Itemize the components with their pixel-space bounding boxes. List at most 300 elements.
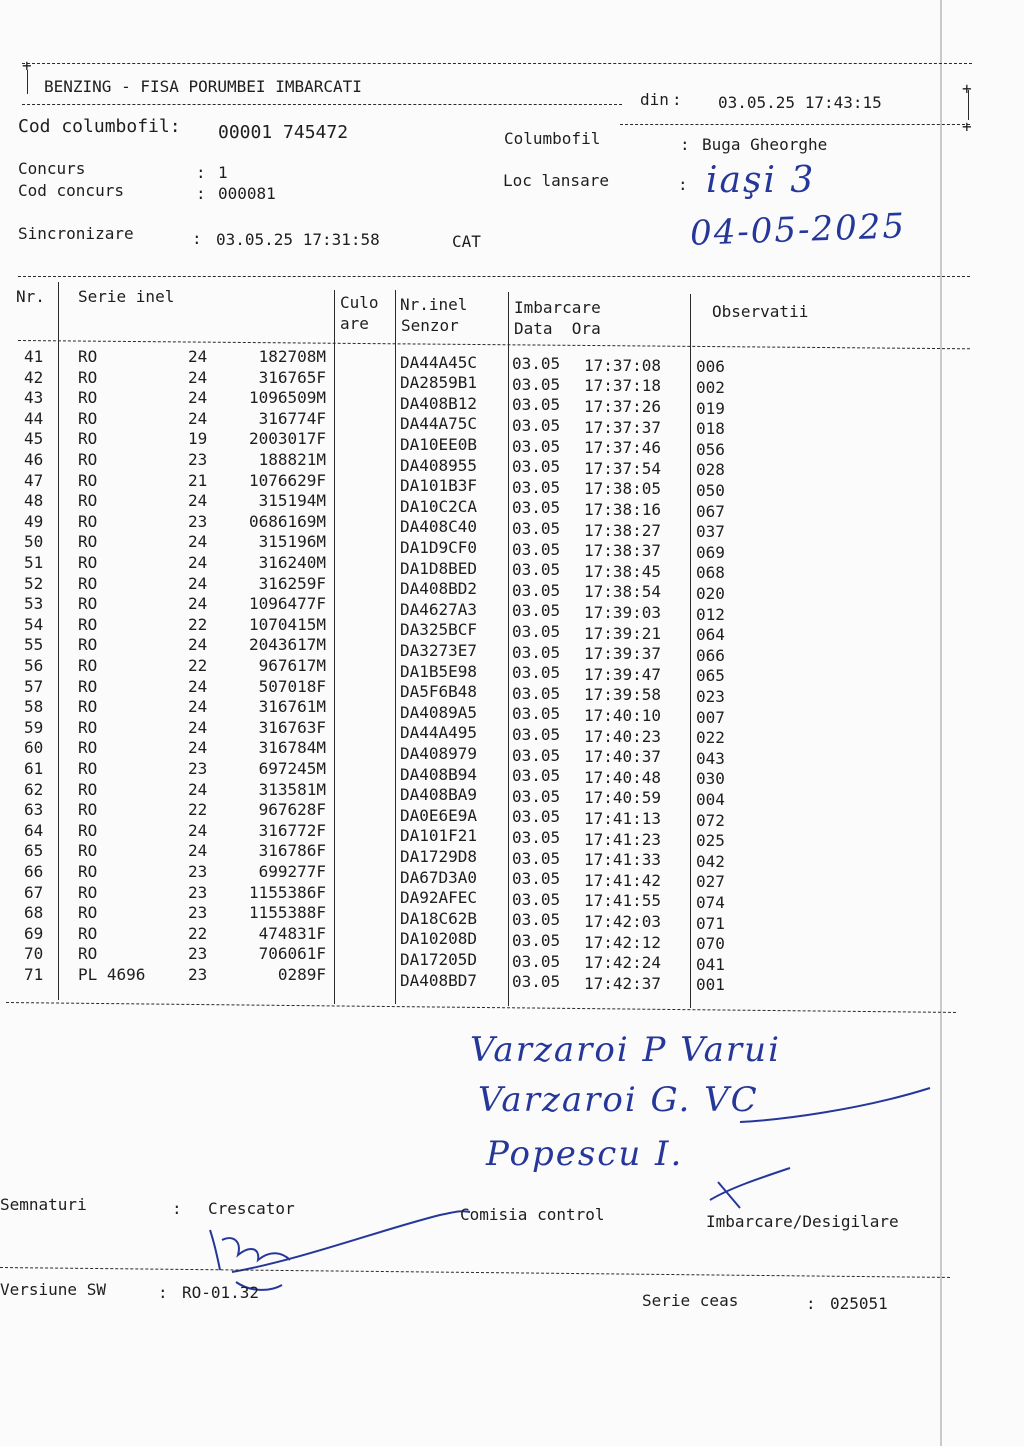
- header-top-rule: [22, 63, 972, 64]
- cell-an: 23: [188, 965, 208, 984]
- cell-obs: 072: [696, 810, 725, 830]
- handwritten-name: Popescu I.: [486, 1134, 684, 1174]
- cell-data: 03.05: [512, 704, 561, 724]
- sincronizare-label: Sincronizare: [18, 224, 134, 243]
- col-header-serie: Serie inel: [78, 287, 175, 306]
- cell-data: 03.05: [512, 642, 561, 662]
- cell-nr: 48: [24, 491, 44, 511]
- cell-nr: 54: [24, 614, 44, 634]
- cell-inel: 474831F: [258, 923, 326, 943]
- cell-inel: 316259F: [258, 573, 326, 593]
- cell-data: 03.05: [512, 663, 561, 683]
- cell-obs: 070: [696, 934, 725, 954]
- cell-tara: RO: [78, 676, 98, 696]
- cell-obs: 050: [696, 481, 725, 500]
- cell-senzor: DA4627A3: [400, 599, 478, 619]
- cell-tara: RO: [78, 800, 98, 820]
- cell-tara: RO: [78, 491, 98, 511]
- cell-tara: RO: [78, 738, 98, 758]
- col-header-data-ora: Data Ora: [514, 319, 601, 338]
- cell-nr: 66: [24, 862, 44, 881]
- columbofil-label: Columbofil: [504, 129, 601, 148]
- cell-data: 03.05: [512, 354, 561, 374]
- cell-tara: RO: [78, 614, 98, 634]
- col-header-imbarcare: Imbarcare: [514, 298, 601, 317]
- cell-inel: 507018F: [258, 676, 326, 696]
- cell-inel: 2003017F: [248, 429, 326, 449]
- cell-inel: 316772F: [258, 820, 326, 840]
- cell-nr: 49: [24, 511, 44, 531]
- cell-ora: 17:37:46: [584, 438, 662, 458]
- cell-data: 03.05: [512, 951, 561, 971]
- cell-data: 03.05: [512, 828, 561, 847]
- cell-ora: 17:37:18: [584, 376, 662, 396]
- cell-an: 23: [188, 944, 208, 964]
- cell-obs: 042: [696, 851, 725, 871]
- cell-inel: 967628F: [258, 800, 326, 820]
- cod-columbofil-value: 00001 745472: [218, 122, 349, 143]
- cell-nr: 68: [24, 903, 44, 923]
- cell-ora: 17:38:05: [584, 479, 662, 499]
- cell-obs: 006: [696, 357, 725, 377]
- sincronizare-value: 03.05.25 17:31:58: [216, 230, 380, 249]
- cell-data: 03.05: [512, 745, 561, 765]
- cell-tara: RO: [78, 944, 98, 964]
- header-rule: [22, 104, 622, 105]
- col-divider: [508, 292, 509, 1006]
- cell-tara: RO: [78, 347, 98, 366]
- cell-nr: 60: [24, 738, 44, 758]
- cell-an: 24: [188, 717, 208, 737]
- cell-senzor: DA92AFEC: [400, 888, 478, 908]
- cell-obs: 065: [696, 666, 725, 686]
- concurs-label: Concurs: [18, 159, 86, 178]
- cell-an: 24: [188, 573, 208, 593]
- cell-ora: 17:39:58: [584, 685, 662, 705]
- cell-inel: 313581M: [258, 779, 326, 799]
- cell-an: 24: [188, 532, 208, 552]
- cell-inel: 182708M: [258, 347, 326, 366]
- cell-obs: 064: [696, 625, 725, 645]
- cell-data: 03.05: [512, 416, 561, 435]
- cell-an: 24: [188, 553, 208, 572]
- cell-data: 03.05: [512, 972, 561, 992]
- cell-obs: 001: [696, 975, 725, 995]
- cell-an: 24: [188, 820, 208, 840]
- cell-inel: 697245M: [258, 759, 326, 778]
- cell-senzor: DA408955: [400, 455, 478, 475]
- loc-lansare-label: Loc lansare: [503, 171, 609, 190]
- cell-nr: 70: [24, 944, 44, 964]
- cell-ora: 17:40:37: [584, 747, 662, 767]
- cell-tara: RO: [78, 717, 98, 737]
- cell-ora: 17:37:26: [584, 397, 662, 416]
- cell-ora: 17:37:08: [584, 355, 662, 375]
- cell-nr: 46: [24, 450, 44, 469]
- cell-data: 03.05: [512, 807, 561, 827]
- cod-concurs-value: 000081: [218, 184, 276, 203]
- cell-obs: 069: [696, 542, 725, 562]
- cell-nr: 51: [24, 553, 44, 572]
- cell-tara: RO: [78, 511, 98, 531]
- cell-tara: PL 4696: [78, 965, 146, 984]
- col-divider: [395, 290, 396, 1004]
- cell-inel: 1070415M: [248, 614, 326, 634]
- cell-ora: 17:38:37: [584, 541, 662, 561]
- cell-ora: 17:39:37: [584, 644, 662, 664]
- cell-senzor: DA101F21: [400, 826, 478, 846]
- cell-tara: RO: [78, 820, 98, 840]
- cell-nr: 45: [24, 429, 44, 449]
- cell-an: 22: [188, 614, 208, 634]
- cell-tara: RO: [78, 635, 98, 655]
- cell-nr: 52: [24, 573, 44, 593]
- cell-an: 24: [188, 491, 208, 511]
- cell-data: 03.05: [512, 436, 561, 456]
- cell-nr: 64: [24, 820, 44, 840]
- handwritten-location: iaşi 3: [706, 160, 816, 201]
- cell-nr: 62: [24, 779, 44, 799]
- cell-senzor: DA408B12: [400, 393, 478, 413]
- cell-inel: 316761M: [258, 697, 326, 717]
- cell-senzor: DA408BD7: [400, 970, 478, 990]
- cell-senzor: DA17205D: [400, 950, 478, 969]
- cell-obs: 068: [696, 563, 725, 583]
- col-header-culoare: Culo: [340, 293, 379, 312]
- handwritten-date: 04-05-2025: [689, 206, 907, 254]
- cell-inel: 1076629F: [248, 470, 326, 490]
- col-header-nrinel: Nr.inel: [400, 295, 468, 314]
- cell-obs: 007: [696, 707, 725, 727]
- cell-senzor: DA1B5E98: [400, 661, 478, 681]
- cell-ora: 17:38:16: [584, 500, 662, 519]
- cell-senzor: DA10208D: [400, 929, 478, 949]
- cell-ora: 17:39:21: [584, 623, 662, 643]
- cell-senzor: DA2859B1: [400, 373, 478, 393]
- cell-senzor: DA408BD2: [400, 579, 478, 599]
- cell-inel: 967617M: [258, 656, 326, 675]
- cell-inel: 316765F: [258, 367, 326, 387]
- cell-obs: 025: [696, 831, 725, 851]
- cell-inel: 316784M: [258, 738, 326, 758]
- cell-ora: 17:39:03: [584, 603, 662, 622]
- cell-inel: 0686169M: [248, 511, 326, 531]
- cell-ora: 17:38:54: [584, 582, 662, 602]
- cod-concurs-label: Cod concurs: [18, 181, 124, 200]
- cell-tara: RO: [78, 923, 98, 943]
- cell-inel: 316240M: [258, 553, 326, 572]
- cell-ora: 17:40:59: [584, 788, 662, 808]
- cell-nr: 43: [24, 388, 44, 408]
- cell-data: 03.05: [512, 910, 561, 930]
- cell-data: 03.05: [512, 395, 561, 415]
- col-divider: [690, 294, 691, 1008]
- header-date-label: din: [640, 90, 669, 109]
- col-header-senzor: Senzor: [401, 316, 459, 335]
- cell-an: 24: [188, 367, 208, 387]
- cell-data: 03.05: [512, 683, 561, 703]
- cell-nr: 41: [24, 347, 44, 366]
- concurs-value: 1: [218, 163, 228, 182]
- cell-an: 23: [188, 903, 208, 923]
- cell-inel: 1155388F: [248, 903, 326, 923]
- signature-stroke: [210, 1230, 290, 1270]
- cell-obs: 041: [696, 954, 725, 974]
- cell-data: 03.05: [512, 601, 561, 621]
- cell-data: 03.05: [512, 786, 561, 806]
- cell-data: 03.05: [512, 477, 561, 497]
- cell-tara: RO: [78, 779, 98, 799]
- cell-data: 03.05: [512, 931, 561, 950]
- cell-inel: 699277F: [258, 862, 326, 881]
- cell-data: 03.05: [512, 889, 561, 909]
- handwritten-name: Varzaroi P Varui: [470, 1030, 781, 1070]
- crescator-label: Crescator: [208, 1199, 295, 1218]
- cell-ora: 17:40:48: [584, 767, 662, 787]
- cell-tara: RO: [78, 450, 98, 469]
- header-date-value: 03.05.25 17:43:15: [718, 93, 882, 112]
- cell-inel: 1096509M: [248, 388, 326, 408]
- cell-tara: RO: [78, 429, 98, 449]
- signature-strokes: [0, 1070, 960, 1310]
- serie-ceas-label: Serie ceas: [642, 1291, 739, 1310]
- cell-tara: RO: [78, 470, 98, 490]
- cell-ora: 17:42:24: [584, 953, 662, 973]
- header-right-border: [968, 90, 969, 120]
- cell-an: 23: [188, 882, 208, 902]
- cell-obs: 020: [696, 584, 725, 603]
- cell-inel: 706061F: [258, 944, 326, 964]
- cell-senzor: DA1D8BED: [400, 558, 478, 578]
- cell-an: 23: [188, 511, 208, 531]
- semnaturi-label: Semnaturi: [0, 1195, 87, 1214]
- signature-stroke: [710, 1168, 790, 1208]
- cell-nr: 55: [24, 635, 44, 655]
- cell-inel: 2043617M: [248, 635, 326, 655]
- header-left-border: [27, 70, 28, 94]
- cell-tara: RO: [78, 759, 98, 778]
- cell-nr: 61: [24, 759, 44, 778]
- col-divider: [334, 290, 335, 1004]
- col-header-nr: Nr.: [16, 287, 45, 306]
- cell-obs: 043: [696, 748, 725, 768]
- cell-obs: 074: [696, 893, 725, 912]
- cell-nr: 50: [24, 532, 44, 552]
- cell-obs: 018: [696, 419, 725, 439]
- signature-stroke: [740, 1088, 930, 1122]
- cell-tara: RO: [78, 553, 98, 572]
- cell-an: 24: [188, 347, 208, 366]
- cell-nr: 53: [24, 594, 44, 614]
- cell-nr: 63: [24, 800, 44, 820]
- cell-senzor: DA5F6B48: [400, 682, 478, 702]
- cell-nr: 65: [24, 841, 44, 861]
- cell-tara: RO: [78, 882, 98, 902]
- cell-obs: 056: [696, 439, 725, 459]
- cell-tara: RO: [78, 594, 98, 614]
- cell-ora: 17:41:42: [584, 870, 662, 890]
- cell-senzor: DA1D9CF0: [400, 538, 478, 557]
- cell-tara: RO: [78, 656, 98, 675]
- cell-obs: 037: [696, 522, 725, 542]
- cell-ora: 17:41:23: [584, 829, 662, 849]
- cell-senzor: DA67D3A0: [400, 867, 478, 887]
- col-divider: [58, 282, 59, 1000]
- cell-ora: 17:40:10: [584, 706, 662, 725]
- signature-stroke: [232, 1211, 470, 1272]
- cell-obs: 023: [696, 687, 725, 706]
- cell-an: 22: [188, 800, 208, 820]
- table-top-rule: [18, 276, 970, 277]
- header-rule: [620, 124, 970, 125]
- cell-senzor: DA10C2CA: [400, 496, 478, 516]
- cell-nr: 57: [24, 676, 44, 696]
- cell-inel: 315194M: [258, 491, 326, 511]
- cell-senzor: DA0E6E9A: [400, 805, 478, 825]
- cell-senzor: DA408B94: [400, 764, 478, 784]
- corner-plus: +: [22, 56, 32, 75]
- cell-obs: 022: [696, 728, 725, 748]
- serie-ceas-value: 025051: [830, 1294, 888, 1313]
- cell-data: 03.05: [512, 519, 561, 538]
- cell-inel: 316763F: [258, 717, 326, 737]
- cell-obs: 002: [696, 378, 725, 397]
- cell-ora: 17:38:27: [584, 520, 662, 540]
- cell-senzor: DA18C62B: [400, 908, 478, 928]
- cell-ora: 17:41:13: [584, 809, 662, 828]
- cell-senzor: DA10EE0B: [400, 435, 478, 454]
- cell-data: 03.05: [512, 560, 561, 580]
- cell-nr: 44: [24, 408, 44, 428]
- cell-an: 24: [188, 594, 208, 614]
- cell-data: 03.05: [512, 539, 561, 559]
- cell-obs: 012: [696, 604, 725, 624]
- cell-ora: 17:41:55: [584, 891, 662, 911]
- cell-ora: 17:42:12: [584, 932, 662, 952]
- cell-inel: 315196M: [258, 532, 326, 552]
- handwritten-name: Varzaroi G. VC: [478, 1080, 759, 1120]
- cell-an: 24: [188, 697, 208, 717]
- cell-an: 23: [188, 759, 208, 778]
- cell-nr: 71: [24, 965, 44, 984]
- cell-senzor: DA101B3F: [400, 476, 478, 496]
- cell-tara: RO: [78, 573, 98, 593]
- cell-data: 03.05: [512, 374, 561, 394]
- corner-plus: +: [962, 117, 972, 136]
- cell-tara: RO: [78, 388, 98, 408]
- cell-inel: 316774F: [258, 408, 326, 428]
- corner-plus: +: [962, 79, 972, 98]
- sincronizare-zone: CAT: [452, 232, 481, 251]
- cell-an: 23: [188, 862, 208, 881]
- cell-ora: 17:38:45: [584, 561, 662, 581]
- cell-data: 03.05: [512, 498, 561, 518]
- cell-data: 03.05: [512, 848, 561, 868]
- cod-columbofil-label: Cod columbofil:: [18, 116, 181, 137]
- cell-an: 19: [188, 429, 208, 449]
- cell-tara: RO: [78, 841, 98, 861]
- cell-tara: RO: [78, 697, 98, 717]
- cell-an: 22: [188, 923, 208, 943]
- cell-nr: 47: [24, 470, 44, 490]
- cell-senzor: DA3273E7: [400, 641, 478, 660]
- cell-data: 03.05: [512, 457, 561, 477]
- cell-an: 24: [188, 635, 208, 655]
- cell-data: 03.05: [512, 622, 561, 641]
- cell-ora: 17:42:03: [584, 912, 662, 931]
- cell-senzor: DA1729D8: [400, 847, 478, 866]
- col-header-culoare-2: are: [340, 314, 369, 333]
- cell-senzor: DA44A45C: [400, 352, 478, 372]
- cell-senzor: DA408979: [400, 744, 478, 763]
- comisia-control-label: Comisia control: [460, 1205, 605, 1224]
- cell-an: 22: [188, 656, 208, 675]
- cell-senzor: DA44A75C: [400, 414, 478, 434]
- cell-an: 21: [188, 470, 208, 490]
- cell-an: 24: [188, 388, 208, 408]
- cell-data: 03.05: [512, 869, 561, 889]
- cell-data: 03.05: [512, 580, 561, 600]
- cell-tara: RO: [78, 532, 98, 552]
- cell-inel: 1155386F: [248, 882, 326, 902]
- cell-tara: RO: [78, 903, 98, 923]
- cell-inel: 1096477F: [248, 594, 326, 614]
- cell-nr: 58: [24, 697, 44, 717]
- cell-obs: 030: [696, 769, 725, 789]
- cell-an: 23: [188, 450, 208, 469]
- cell-ora: 17:37:37: [584, 417, 662, 437]
- table-bottom-rule: [6, 1002, 956, 1013]
- cell-an: 24: [188, 738, 208, 758]
- cell-nr: 56: [24, 656, 44, 675]
- cell-obs: 004: [696, 790, 725, 809]
- cell-data: 03.05: [512, 725, 561, 744]
- cell-nr: 42: [24, 367, 44, 387]
- cell-data: 03.05: [512, 766, 561, 786]
- cell-obs: 071: [696, 913, 725, 933]
- cell-senzor: DA325BCF: [400, 620, 478, 640]
- cell-obs: 066: [696, 645, 725, 665]
- cell-an: 24: [188, 779, 208, 799]
- versiune-sw-label: Versiune SW: [0, 1280, 106, 1299]
- imbarcare-desigilare-label: Imbarcare/Desigilare: [706, 1212, 899, 1231]
- cell-senzor: DA4089A5: [400, 702, 478, 722]
- cell-tara: RO: [78, 862, 98, 881]
- cell-senzor: DA408BA9: [400, 785, 478, 805]
- cell-obs: 019: [696, 398, 725, 418]
- cell-ora: 17:41:33: [584, 850, 662, 870]
- cell-ora: 17:39:47: [584, 664, 662, 684]
- cell-an: 24: [188, 408, 208, 428]
- cell-nr: 69: [24, 923, 44, 943]
- col-header-observatii: Observatii: [712, 302, 809, 321]
- cell-inel: 316786F: [258, 841, 326, 861]
- cell-inel: 0289F: [277, 965, 326, 984]
- cell-obs: 067: [696, 501, 725, 521]
- cell-tara: RO: [78, 408, 98, 428]
- columbofil-value: Buga Gheorghe: [702, 135, 828, 154]
- cell-nr: 59: [24, 717, 44, 737]
- cell-senzor: DA44A495: [400, 723, 478, 743]
- cell-nr: 67: [24, 882, 44, 902]
- document-title: BENZING - FISA PORUMBEI IMBARCATI: [44, 77, 362, 96]
- cell-ora: 17:40:23: [584, 726, 662, 746]
- cell-tara: RO: [78, 367, 98, 387]
- cell-ora: 17:42:37: [584, 973, 662, 993]
- cell-an: 24: [188, 676, 208, 696]
- cell-senzor: DA408C40: [400, 517, 478, 537]
- cell-obs: 027: [696, 872, 725, 892]
